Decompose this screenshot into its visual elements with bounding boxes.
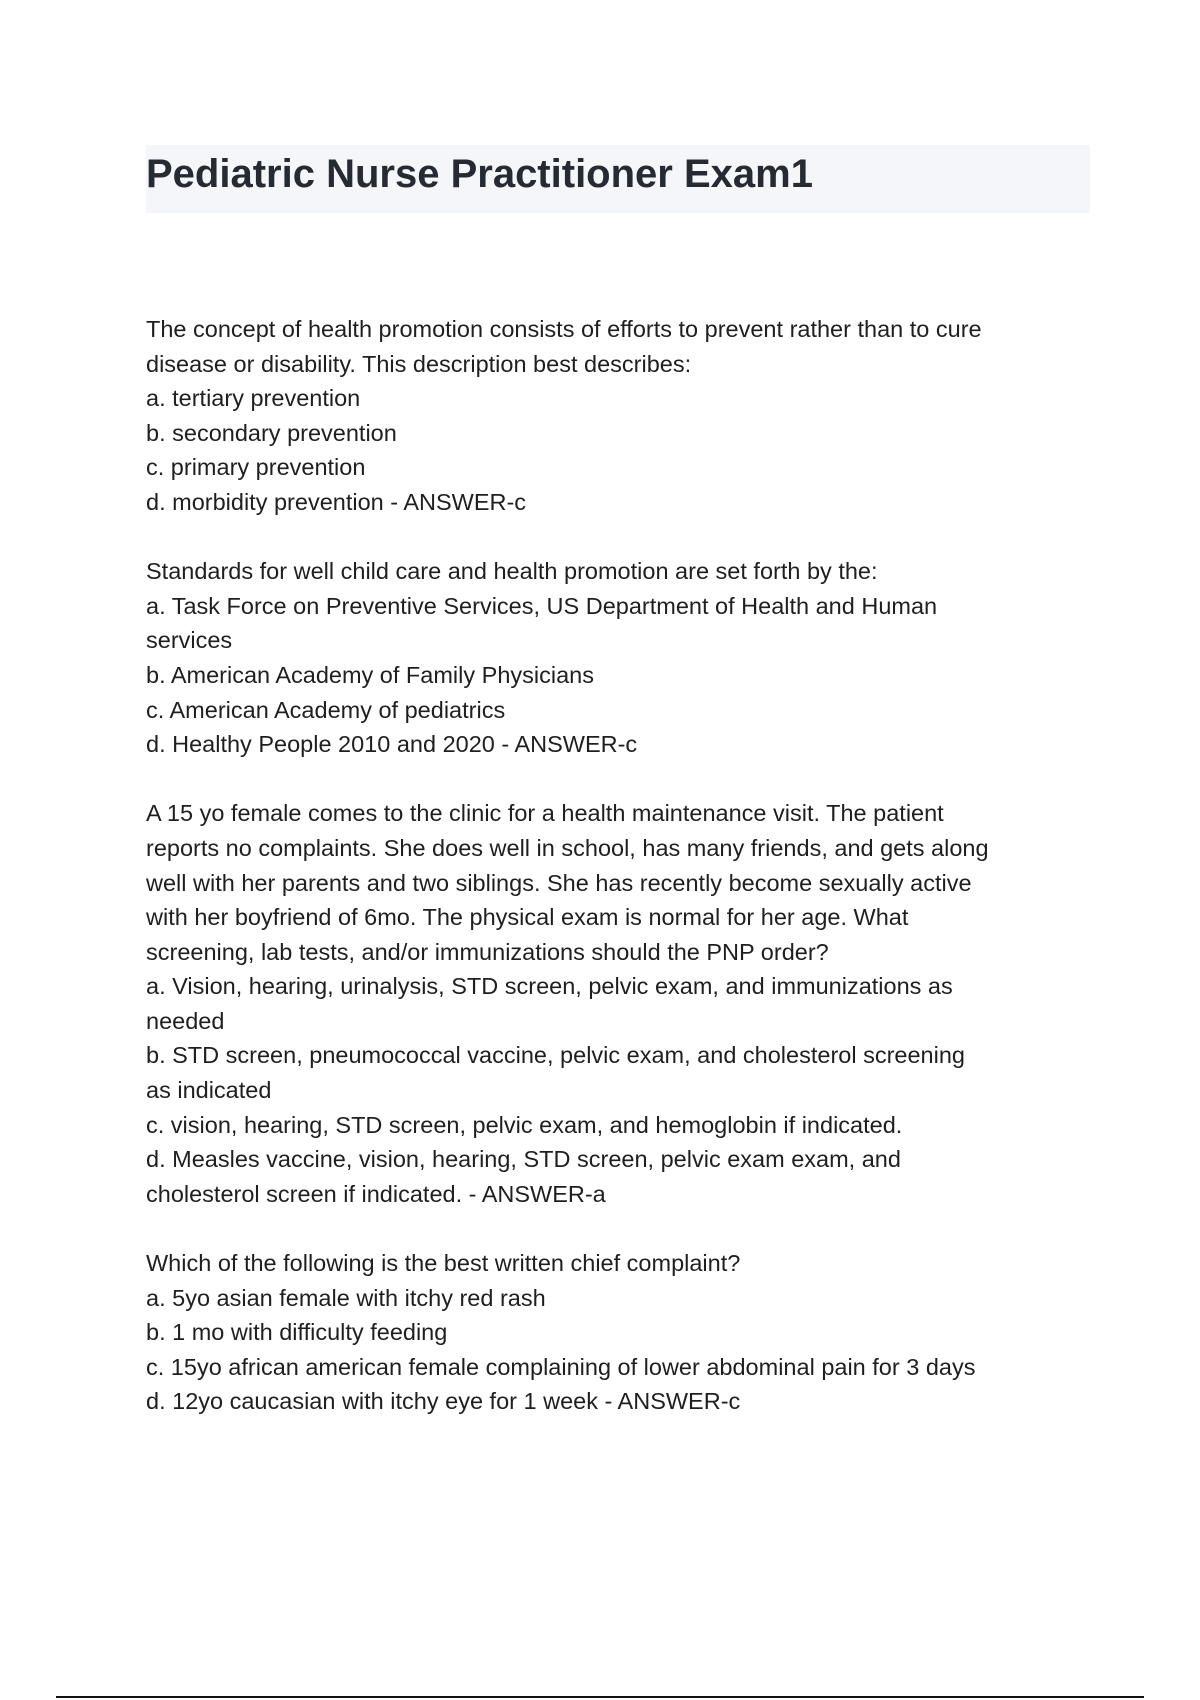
- question-3: [146, 796, 1096, 1211]
- question-1: [146, 312, 1096, 520]
- footer-divider: [56, 1696, 1144, 1698]
- question-line: with her boyfriend of 6mo. The physical exam is normal for her age. What: [146, 904, 909, 931]
- answer-option: c. American Academy of pediatrics: [146, 696, 506, 723]
- answer-option: c. vision, hearing, STD screen, pelvic exam, and hemoglobin if indicated.: [146, 1111, 903, 1138]
- question-line: screening, lab tests, and/or immunizations should the PNP order?: [146, 938, 829, 965]
- answer-option: a. Task Force on Preventive Services, US Department of Health and Human: [146, 592, 938, 619]
- question-line: The concept of health promotion consists of efforts to prevent rather than to cure: [146, 316, 982, 342]
- answer-option: a. Vision, hearing, urinalysis, STD screen, pelvic exam, and immunizations as: [146, 973, 953, 1000]
- answer-option: b. 1 mo with difficulty feeding: [146, 1319, 448, 1346]
- question-line: A 15 yo female comes to the clinic for a health maintenance visit. The patient: [146, 800, 944, 827]
- question-line: disease or disability. This description best describes:: [146, 350, 692, 377]
- question-line: reports no complaints. She does well in school, has many friends, and gets along: [146, 834, 989, 861]
- page-title: Pediatric Nurse Practitioner Exam1: [146, 152, 813, 196]
- question-4: [146, 1246, 1096, 1419]
- answer-option: c. 15yo african american female complaining of lower abdominal pain for 3 days: [146, 1353, 976, 1380]
- question-2: [146, 554, 1096, 762]
- answer-option: d. Measles vaccine, vision, hearing, STD screen, pelvic exam exam, and: [146, 1146, 901, 1173]
- question-line: well with her parents and two siblings. She has recently become sexually active: [146, 869, 972, 896]
- answer-option: b. secondary prevention: [146, 419, 397, 446]
- answer-option: services: [146, 627, 233, 654]
- answer-option: d. 12yo caucasian with itchy eye for 1 week - ANSWER-c: [146, 1388, 741, 1415]
- answer-option: c. primary prevention: [146, 454, 366, 481]
- answer-option: a. tertiary prevention: [146, 385, 361, 412]
- answer-option: a. 5yo asian female with itchy red rash: [146, 1284, 546, 1311]
- question-line: Which of the following is the best written chief complaint?: [146, 1250, 741, 1277]
- question-line: Standards for well child care and health promotion are set forth by the:: [146, 558, 878, 585]
- question-list: [146, 312, 1096, 1454]
- answer-option: b. American Academy of Family Physicians: [146, 661, 594, 688]
- answer-option: needed: [146, 1007, 225, 1034]
- answer-option: cholesterol screen if indicated. - ANSWER-a: [146, 1180, 606, 1207]
- answer-option: as indicated: [146, 1077, 272, 1104]
- answer-option: d. morbidity prevention - ANSWER-c: [146, 488, 527, 515]
- answer-option: d. Healthy People 2010 and 2020 - ANSWER-c: [146, 731, 638, 758]
- answer-option: b. STD screen, pneumococcal vaccine, pelvic exam, and cholesterol screening: [146, 1042, 965, 1069]
